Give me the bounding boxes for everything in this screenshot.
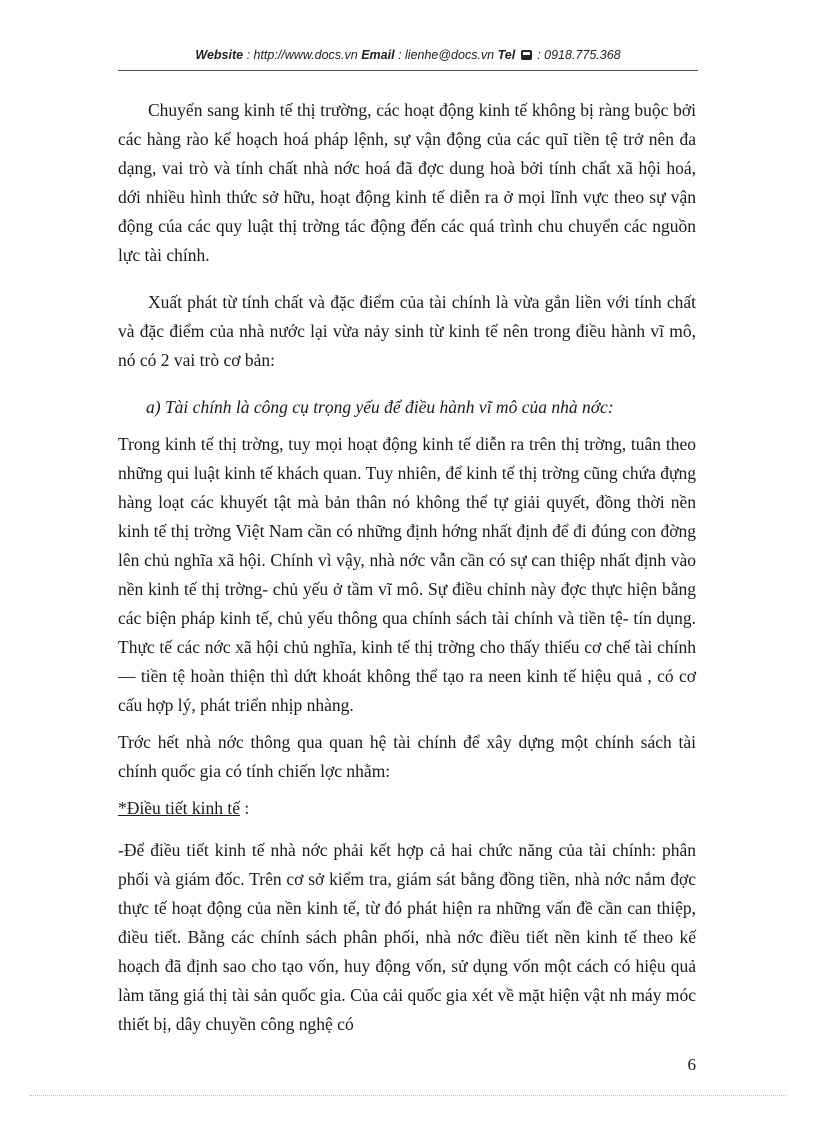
paragraph-3: Trong kinh tế thị trờng, tuy mọi hoạt động kinh tế diễn ra trên thị trờng, tuân theo những qui luật kinh tế khách quan. Tuy nhiên, để kinh tế thị trờng cũng chứa đựng hàng loạt các khuyết tật mà bản thân nó không thể tự giải quyết, đồng thời nền kinh tế thị trờng Việt Nam cần có những định hớng nhất định để đi đúng con đờng lên chủ nghĩa xã hội. Chính vì vậy, nhà nớc vẫn cần có sự can thiệp nhất định vào nền kinh tế thị trờng- chủ yếu ở tầm vĩ mô. Sự điều chỉnh này đợc thực hiện bằng các biện pháp kinh tế, chủ yếu thông qua chính sách tài chính và tiền tệ- tín dụng. Thực tế các nớc xã hội chủ nghĩa, kinh tế thị trờng cho thấy thiếu cơ chế tài chính — tiền tệ hoàn thiện thì dứt khoát không thể tạo ra neen kinh tế hiệu quả , có cơ cấu hợp lý, phát triển nhịp nhàng. xyxy=(118,434,696,715)
paragraph-2: Xuất phát từ tính chất và đặc điểm của tài chính là vừa gắn liền với tính chất và đặc điểm của nhà nước lại vừa nảy sinh từ kinh tế nên trong điều hành vĩ mô, nó có 2 vai trò cơ bản: xyxy=(118,292,696,370)
tel-value: : 0918.775.368 xyxy=(537,48,621,62)
header-divider xyxy=(118,70,698,71)
section-heading-a: a) Tài chính là công cụ trọng yếu để điều hành vĩ mô của nhà nớc: xyxy=(146,397,614,417)
website-label: Website xyxy=(195,48,244,62)
tel-label: Tel xyxy=(497,48,516,62)
page-header xyxy=(118,48,698,62)
email-value: : lienhe@docs.vn xyxy=(398,48,495,62)
document-body xyxy=(118,96,696,1039)
page-bottom-border xyxy=(30,1095,786,1096)
email-label: Email xyxy=(361,48,395,62)
page-number: 6 xyxy=(687,1055,696,1074)
subheading-suffix: : xyxy=(240,798,250,818)
website-value: : http://www.docs.vn xyxy=(246,48,358,62)
telephone-icon xyxy=(521,50,532,60)
paragraph-4: Trớc hết nhà nớc thông qua quan hệ tài chính để xây dựng một chính sách tài chính quốc gia có tính chiến lợc nhằm: xyxy=(118,732,696,781)
paragraph-5: -Để điều tiết kinh tế nhà nớc phải kết hợp cả hai chức năng của tài chính: phân phối và giám đốc. Trên cơ sở kiểm tra, giám sát bằng đồng tiền, nhà nớc nắm đợc thực tế hoạt động của nền kinh tế, từ đó phát hiện ra những vấn đề cần can thiệp, điều tiết. Bằng các chính sách phân phối, nhà nớc điều tiết nền kinh tế theo kế hoạch đã định sao cho tạo vốn, huy động vốn, sử dụng vốn một cách có hiệu quả làm tăng giá thị tài sản quốc gia. Của cải quốc gia xét về mặt hiện vật nh máy móc thiết bị, dây chuyền công nghệ có xyxy=(118,840,696,1034)
subheading-line xyxy=(118,794,696,823)
subheading-dieu-tiet: *Điều tiết kinh tế xyxy=(118,798,240,818)
paragraph-1: Chuyển sang kinh tế thị trường, các hoạt động kinh tế không bị ràng buộc bởi các hàng rào kế hoạch hoá pháp lệnh, sự vận động của các quĩ tiền tệ trở nên đa dạng, vai trò và tính chất nhà nớc hoá đã đợc dung hoà bởi tính chất xã hội hoá, dới nhiều hình thức sở hữu, hoạt động kinh tế diễn ra ở mọi lĩnh vực theo sự vận động cúa các quy luật thị trờng tác động đến các quá trình chu chuyển các nguồn lực tài chính. xyxy=(118,100,696,265)
